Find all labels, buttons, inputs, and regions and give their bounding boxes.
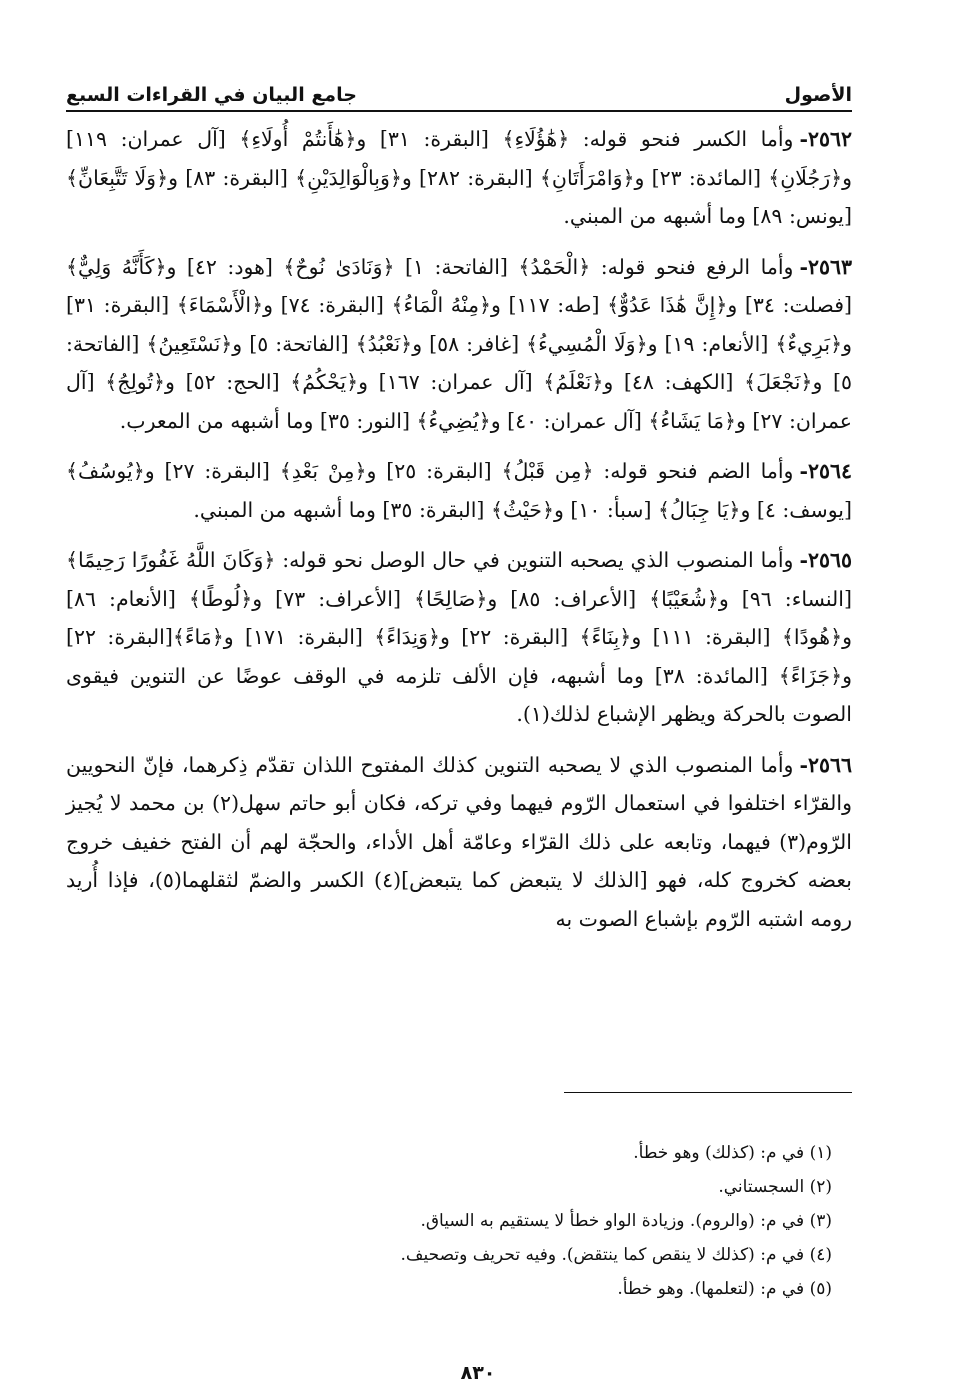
- paragraph-text: وأما المنصوب الذي يصحبه التنوين في حال الوصل نحو قوله: ﴿وَكَانَ اللَّهُ غَفُورًا رَحِيمًا﴾ [النساء: ٩٦] و﴿شُعَيْبًا﴾ [الأعراف: ٨٥] و﴿صَالِحًا﴾ [الأعراف: ٧٣] و﴿لُوطًا﴾ [الأنعام: ٨٦] و﴿هُودًا﴾ [البقرة: ١١١] و﴿بِنَاءً﴾ [البقرة: ٢٢] و﴿وَنِدَاءً﴾ [البقرة: ١٧١] و﴿مَاءً﴾[البقرة: ٢٢] و﴿جَزَاءً﴾ [المائدة: ٣٨] وما أشبهه، فإن الألف تلزمه في الوقف عوضًا عن التنوين فيقوى الصوت بالحركة ويظهر الإشباع لذلك(١).: [66, 548, 852, 726]
- paragraph-text: وأما الكسر فنحو قوله: ﴿هَٰؤُلَاءِ﴾ [البقرة: ٣١] و﴿هَٰأَنتُمْ أُولَاءِ﴾ [آل عمران: ١١٩] و﴿رَجُلَانِ﴾ [المائدة: ٢٣] و﴿وَامْرَأَتَانِ﴾ [البقرة: ٢٨٢] و﴿وَبِالْوَالِدَيْنِ﴾ [البقرة: ٨٣] و﴿وَلَا تَتَّبِعَانِّ﴾ [يونس: ٨٩] وما أشبهه من المبني.: [66, 127, 853, 228]
- footnotes: [120, 1136, 832, 1306]
- footnote-1: (١) في م: (كذلك) وهو خطأ.: [633, 1143, 832, 1163]
- main-text: [66, 120, 852, 950]
- paragraph-2563: [66, 248, 852, 441]
- footnote-3: (٣) في م: (والروم). وزيادة الواو خطأ لا يستقيم به السياق.: [420, 1211, 832, 1231]
- footnote-separator: [564, 1092, 852, 1093]
- paragraph-text: وأما الرفع فنحو قوله: ﴿الْحَمْدُ﴾ [الفاتحة: ١] ﴿وَنَادَىٰ نُوحٌ﴾ [هود: ٤٢] و﴿كَأَنَّهُ وَلِيٌّ﴾ [فصلت: ٣٤] و﴿إِنَّ هَٰذَا عَدُوٌّ﴾ [طه: ١١٧] و﴿مِنْهُ الْمَاءُ﴾ [البقرة: ٧٤] و﴿الْأَسْمَاءَ﴾ [البقرة: ٣١] و﴿بَرِيءٌ﴾ [الأنعام: ١٩] و﴿وَلَا الْمُسِيءُ﴾ [غافر: ٥٨] و﴿نَعْبُدُ﴾ [الفاتحة: ٥] و﴿نَسْتَعِينُ﴾ [الفاتحة: ٥] و﴿نَجْعَلَ﴾ [الكهف: ٤٨] و﴿نَعْلَمُ﴾ [آل عمران: ١٦٧] و﴿يَحْكُمُ﴾ [الحج: ٥٢] و﴿تُولِجُ﴾ [آل عمران: ٢٧] و﴿مَا يَشَاءُ﴾ [آل عمران: ٤٠] و﴿يُضِيءُ﴾ [النور: ٣٥] وما أشبهه من المعرب.: [66, 254, 853, 433]
- paragraph-number: ٢٥٦٣-: [799, 254, 852, 279]
- book-title: جامع البيان في القراءات السبع: [66, 84, 357, 106]
- footnote-2: (٢) السجستاني.: [718, 1177, 832, 1197]
- paragraph-text: وأما المنصوب الذي لا يصحبه التنوين كذلك المفتوح اللذان تقدّم ذِكرهما، فإنّ النحويين والقرّاء اختلفوا في استعمال الرّوم فيهما وفي تركه، فكان أبو حاتم سهل(٢) بن محمد لا يُجيز الرّوم(٣) فيهما، وتابعه على ذلك القرّاء وعامّة أهل الأداء، والحجّة لهم أن الفتح خفيف خروج بعضه كخروج كله، فهو [الذلك لا يتبعض كما يتبعض](٤) الكسر والضمّ لثقلهما(٥)، فإذا أُريد رومه اشتبه الرّوم بإشباع الصوت به: [66, 752, 852, 931]
- paragraph-text: وأما الضم فنحو قوله: ﴿مِن قَبْلُ﴾ [البقرة: ٢٥] و﴿مِنْ بَعْدِ﴾ [البقرة: ٢٧] و﴿يُوسُفُ﴾ [يوسف: ٤] و﴿يَا جِبَالُ﴾ [سبأ: ١٠] و﴿حَيْثُ﴾ [البقرة: ٣٥] وما أشبهه من المبني.: [66, 459, 852, 522]
- paragraph-2565: [66, 541, 852, 734]
- paragraph-number: ٢٥٦٢-: [799, 127, 852, 151]
- footnote-5: (٥) في م: (لتعلمها). وهو خطأ.: [617, 1279, 832, 1299]
- paragraph-2564: [66, 452, 852, 529]
- paragraph-2566: [66, 746, 852, 939]
- paragraph-number: ٢٥٦٦-: [799, 752, 852, 777]
- section-title: الأصول: [784, 84, 852, 106]
- running-header: [66, 72, 852, 112]
- paragraph-number: ٢٥٦٥-: [799, 548, 852, 572]
- page-number: ٨٣٠: [460, 1362, 496, 1384]
- footnote-4: (٤) في م: (كذلك لا ينقص كما ينتقض). وفيه تحريف وتصحيف.: [400, 1245, 832, 1265]
- paragraph-number: ٢٥٦٤-: [799, 459, 852, 483]
- paragraph-2562: [66, 120, 852, 236]
